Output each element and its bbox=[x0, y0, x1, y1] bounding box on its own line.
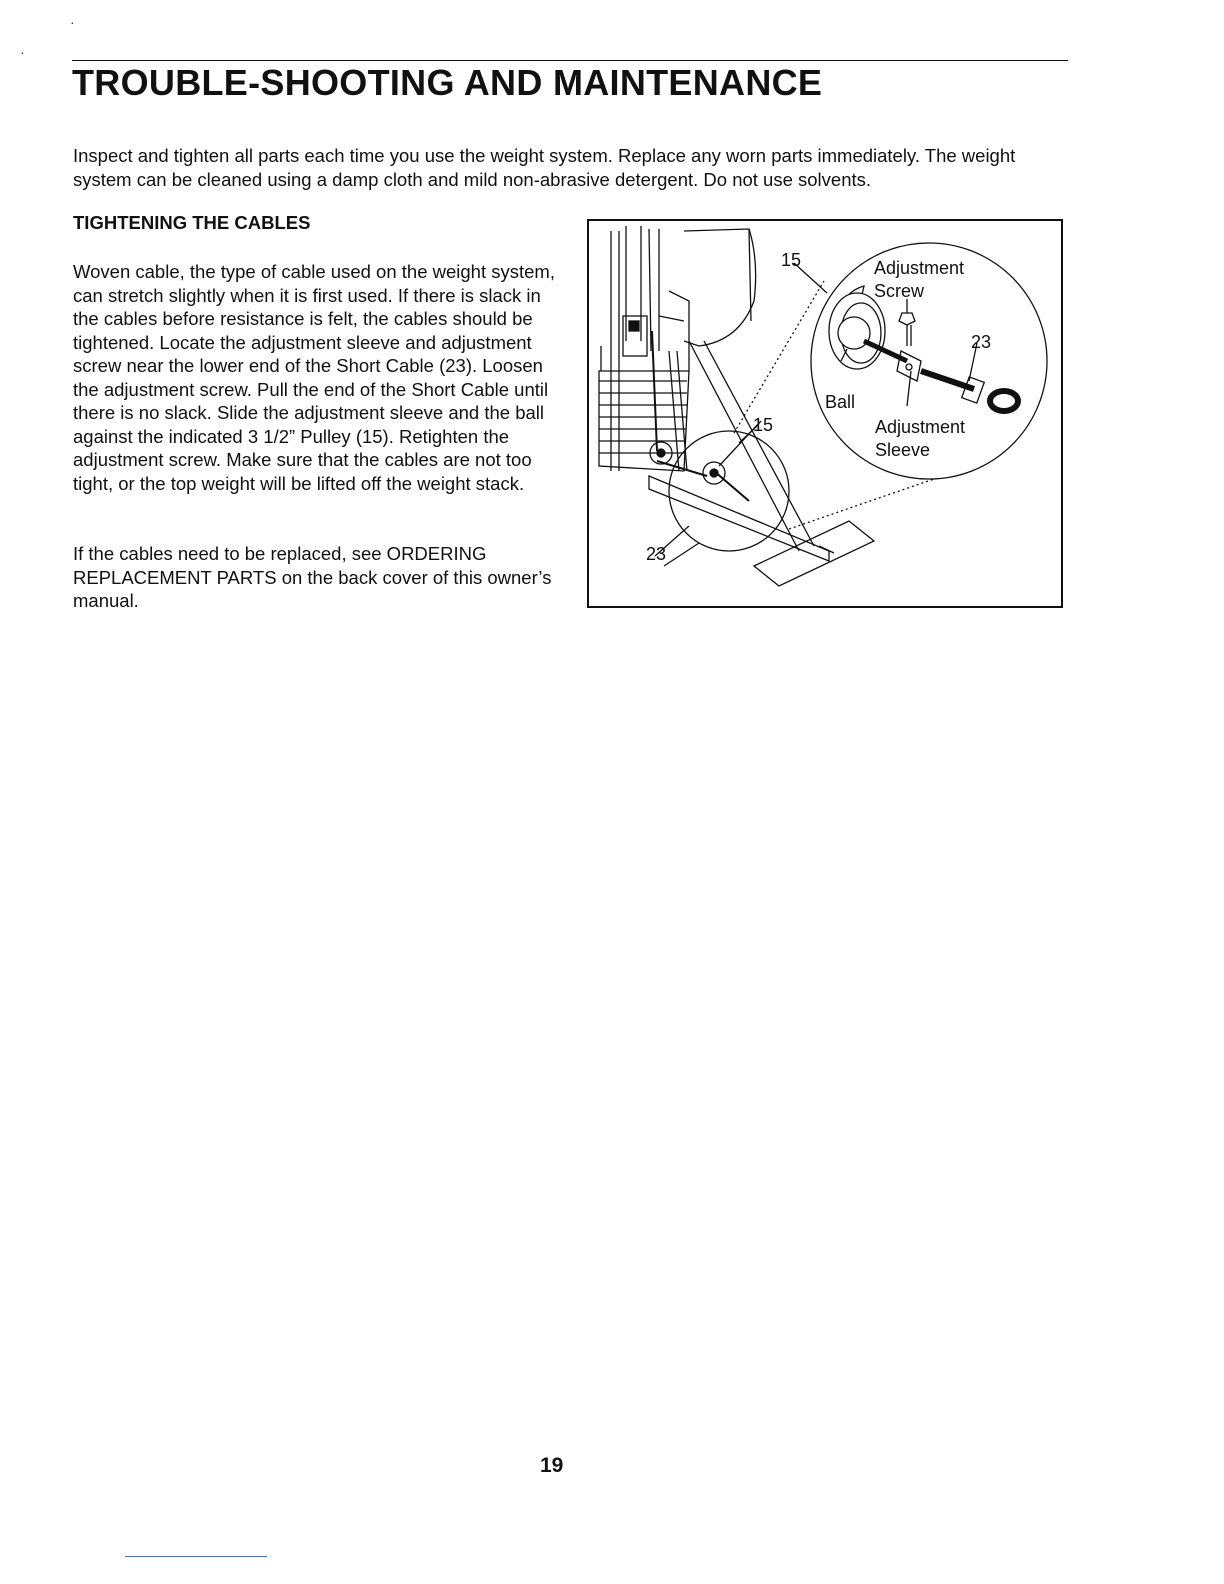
header-rule bbox=[72, 60, 1068, 61]
label-part-23-right: 23 bbox=[971, 332, 992, 352]
footer-blue-line bbox=[125, 1556, 267, 1557]
label-part-15-top: 15 bbox=[781, 250, 802, 270]
label-ball: Ball bbox=[825, 392, 856, 412]
page-number: 19 bbox=[540, 1454, 564, 1477]
label-adjustment-sleeve-line1: Adjustment bbox=[875, 417, 966, 437]
scan-speck: · bbox=[70, 14, 75, 30]
label-adjustment-screw-line1: Adjustment bbox=[874, 258, 965, 278]
label-adjustment-sleeve-line2: Sleeve bbox=[875, 440, 931, 460]
page-title: TROUBLE-SHOOTING AND MAINTENANCE bbox=[72, 62, 823, 103]
cable-adjustment-figure bbox=[587, 219, 1063, 608]
intro-paragraph: Inspect and tighten all parts each time you use the weight system. Replace any worn parts immediately. The weight system can be cleaned using a damp cloth and mild non-abrasive detergent. Do not use solvents. bbox=[73, 145, 1016, 190]
scan-speck: · bbox=[20, 44, 25, 60]
label-part-15-mid: 15 bbox=[753, 415, 774, 435]
replacement-paragraph: If the cables need to be replaced, see ORDERING REPLACEMENT PARTS on the back cover of this owner’s manual. bbox=[73, 543, 552, 611]
label-adjustment-screw-line2: Screw bbox=[874, 281, 925, 301]
tightening-paragraph: Woven cable, the type of cable used on the weight system, can stretch slightly when it is first used. If there is slack in the cables before resistance is felt, the cables should be tightened. Locate the adjustment sleeve and adjustment screw near the lower end of the Short Cable (23). Loosen the adjustment screw. Pull the end of the Short Cable until there is no slack. Slide the adjustment sleeve and the ball against the indicated 3 1/2” Pulley (15). Retighten the adjustment screw. Make sure that the cables are not too tight, or the top weight will be lifted off the weight stack. bbox=[73, 261, 555, 494]
section-heading: TIGHTENING THE CABLES bbox=[73, 212, 311, 233]
label-part-23-left: 23 bbox=[646, 544, 667, 564]
